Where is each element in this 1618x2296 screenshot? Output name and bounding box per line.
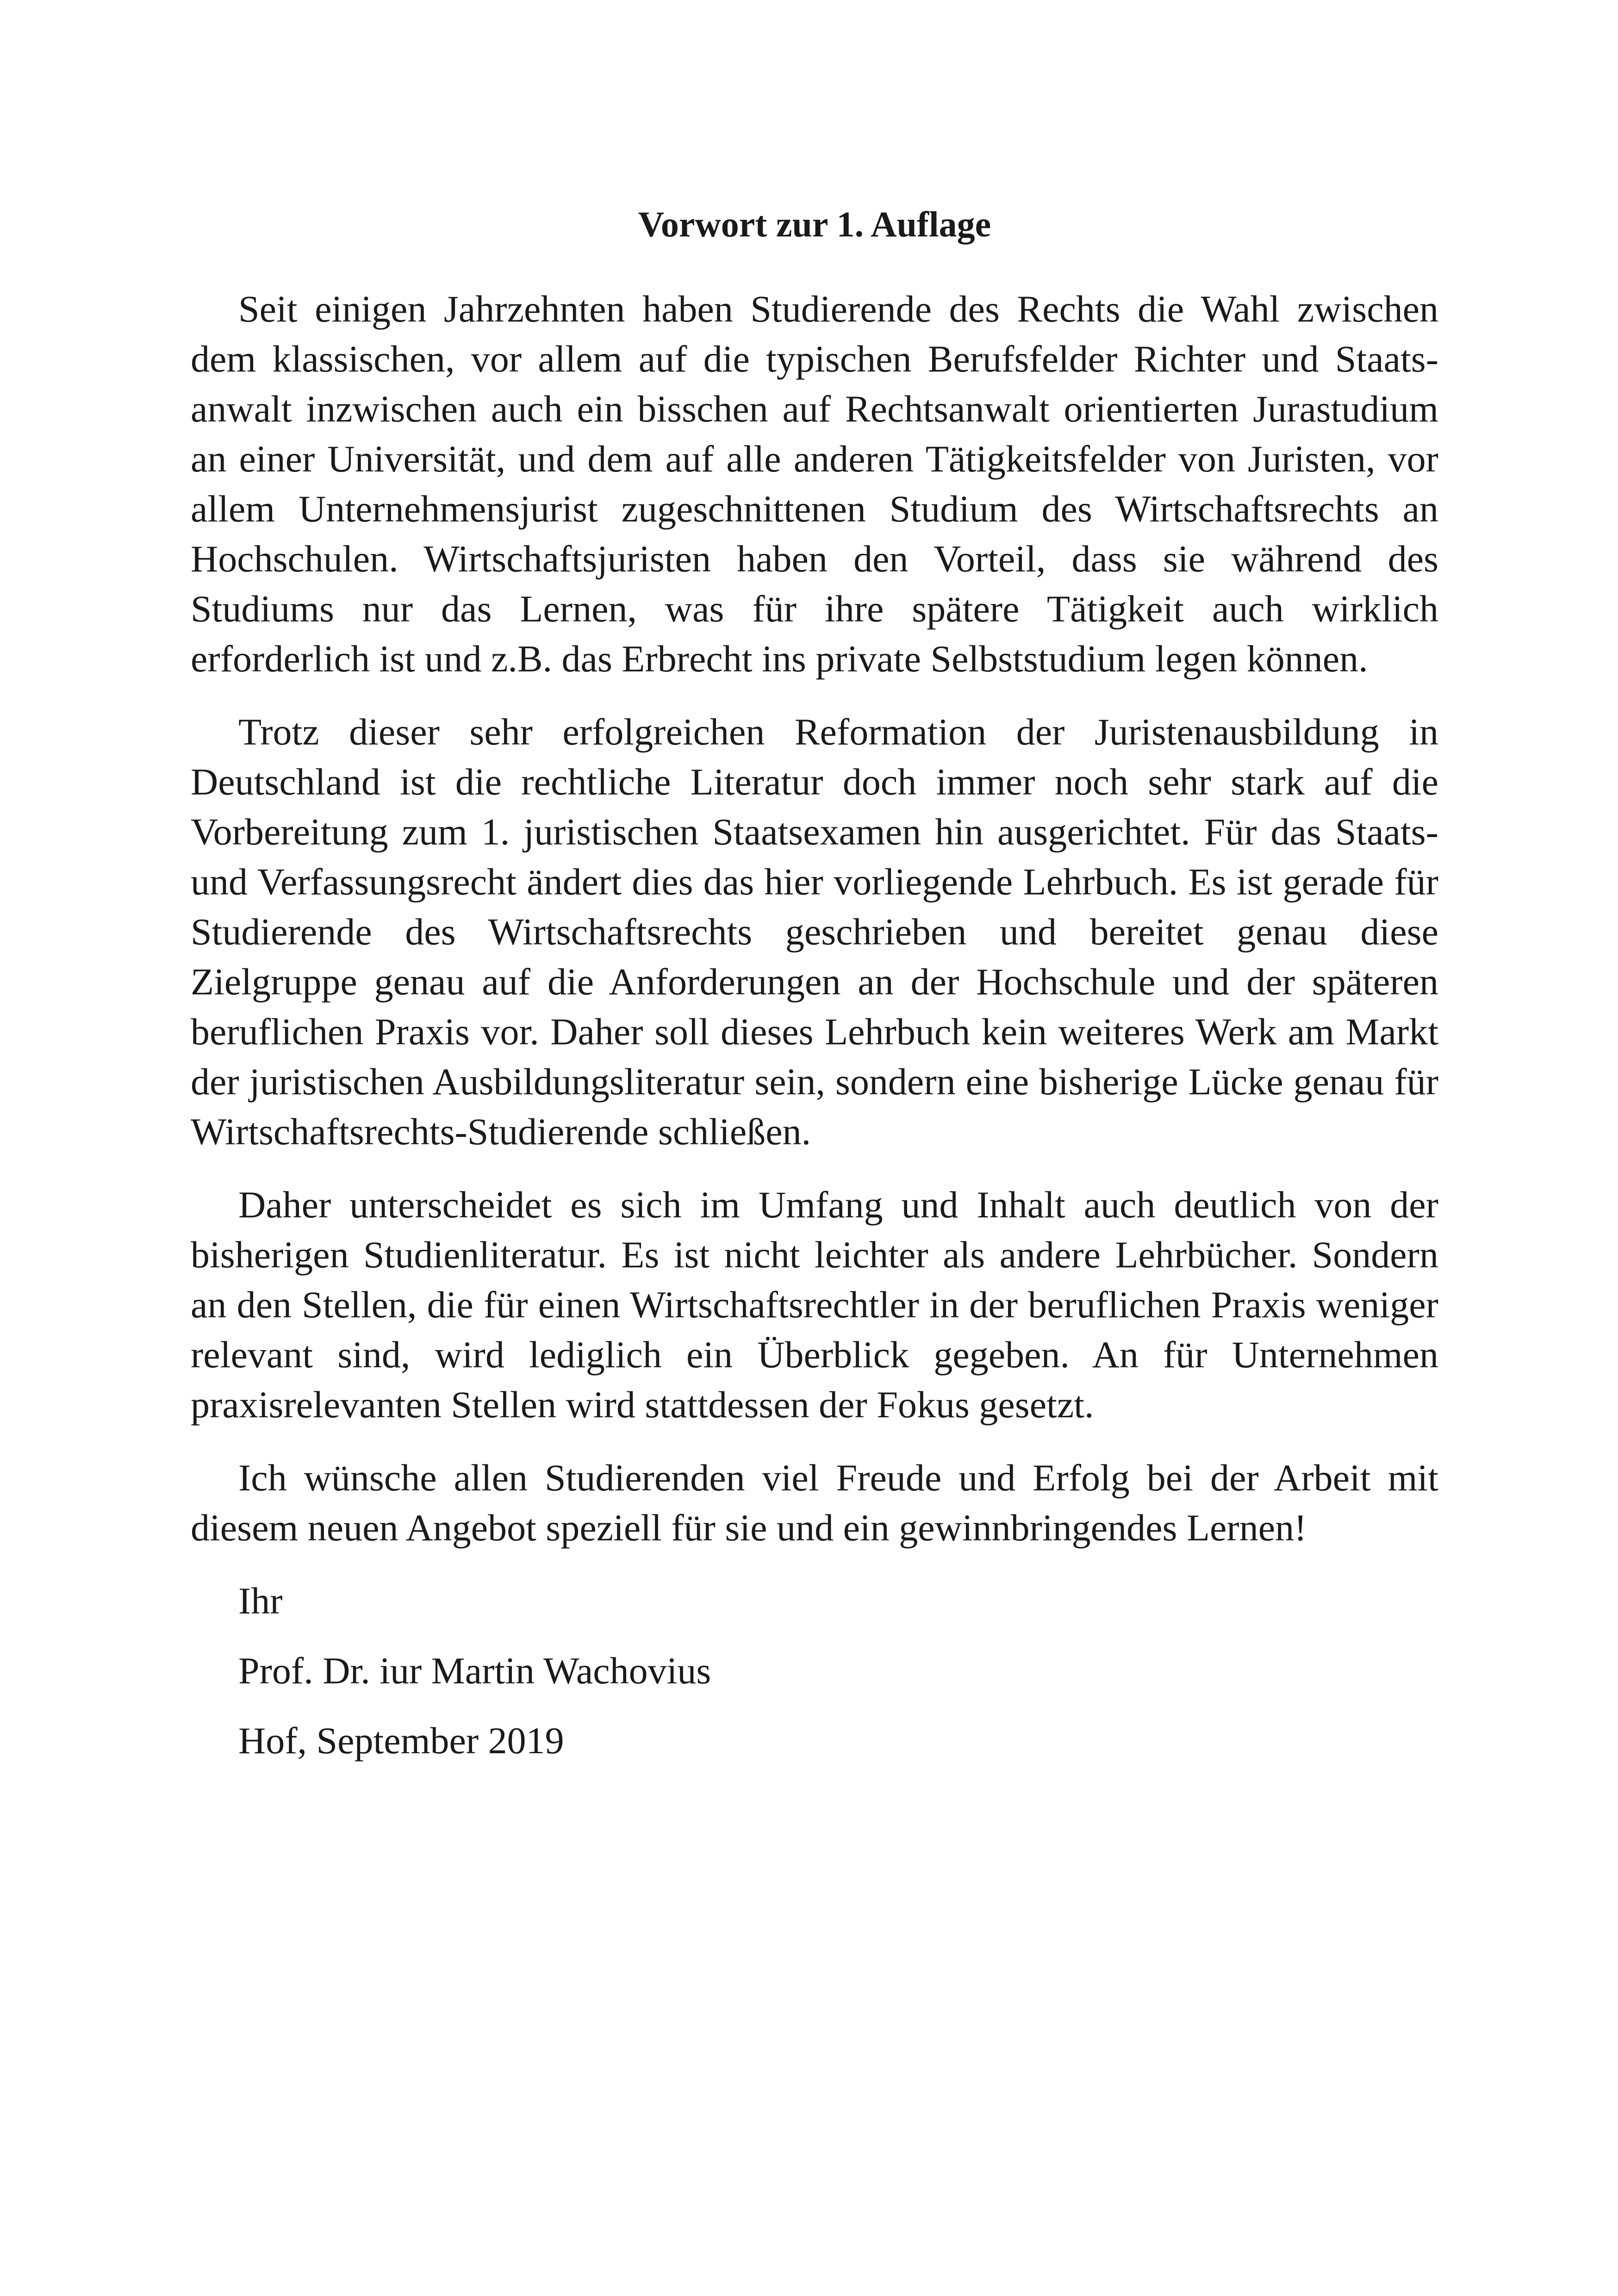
place-date: Hof, September 2019 bbox=[238, 1719, 564, 1762]
paragraph-4: Ich wünsche allen Studierenden viel Freude und Erfolg bei der Arbeit mit diesem neuen Angebot speziell für sie und ein gewinnbringendes Lernen! bbox=[191, 1457, 1438, 1549]
paragraph-1: Seit einigen Jahrzehnten haben Studierende des Rechts die Wahl zwischen dem klassischen, vor allem auf die typischen Berufsfelder Richter und Staatsanwalt inzwischen auch ein bisschen auf Rechtsanwalt orientierten Jurastudium an einer Universität, und dem auf alle anderen Tätigkeitsfelder von Juristen, vor allem Unternehmensjurist zugeschnittenen Studium des Wirtschaftsrechts an Hochschulen. Wirtschaftsjuristen haben den Vorteil, dass sie während des Studiums nur das Lernen, was für ihre spätere Tätigkeit auch wirklich erforderlich ist und z.B. das Erbrecht ins private Selbststudium legen können. bbox=[191, 288, 1438, 680]
paragraph-3: Daher unterscheidet es sich im Umfang und Inhalt auch deutlich von der bisherigen Studienliteratur. Es ist nicht leichter als andere Lehrbücher. Sondern an den Stellen, die für einen Wirtschaftsrechtler in der beruflichen Praxis weniger relevant sind, wird lediglich ein Überblick gegeben. An für Unternehmen praxisrelevanten Stellen wird stattdessen der Fokus gesetzt. bbox=[191, 1184, 1438, 1426]
closing-salutation: Ihr bbox=[238, 1580, 283, 1622]
preface-text bbox=[191, 199, 1438, 1786]
author-name: Prof. Dr. iur Martin Wachovius bbox=[238, 1650, 711, 1692]
page-title: Vorwort zur 1. Auflage bbox=[638, 204, 991, 244]
paragraph-2: Trotz dieser sehr erfolgreichen Reformation der Juristenausbildung in Deutschland ist die rechtliche Literatur doch immer noch sehr stark auf die Vorbereitung zum 1. juristischen Staatsexamen hin ausgerichtet. Für das Staats- und Verfassungsrecht ändert dies das hier vorliegende Lehrbuch. Es ist gerade für Studierende des Wirtschaftsrechts geschrieben und bereitet genau diese Zielgruppe genau auf die Anforderungen an der Hochschule und der späteren beruflichen Praxis vor. Daher soll dieses Lehrbuch kein weiteres Werk am Markt der juristischen Ausbildungsliteratur sein, sondern eine bisherige Lücke genau für Wirtschaftsrechts-Studierende schließen. bbox=[191, 711, 1438, 1153]
